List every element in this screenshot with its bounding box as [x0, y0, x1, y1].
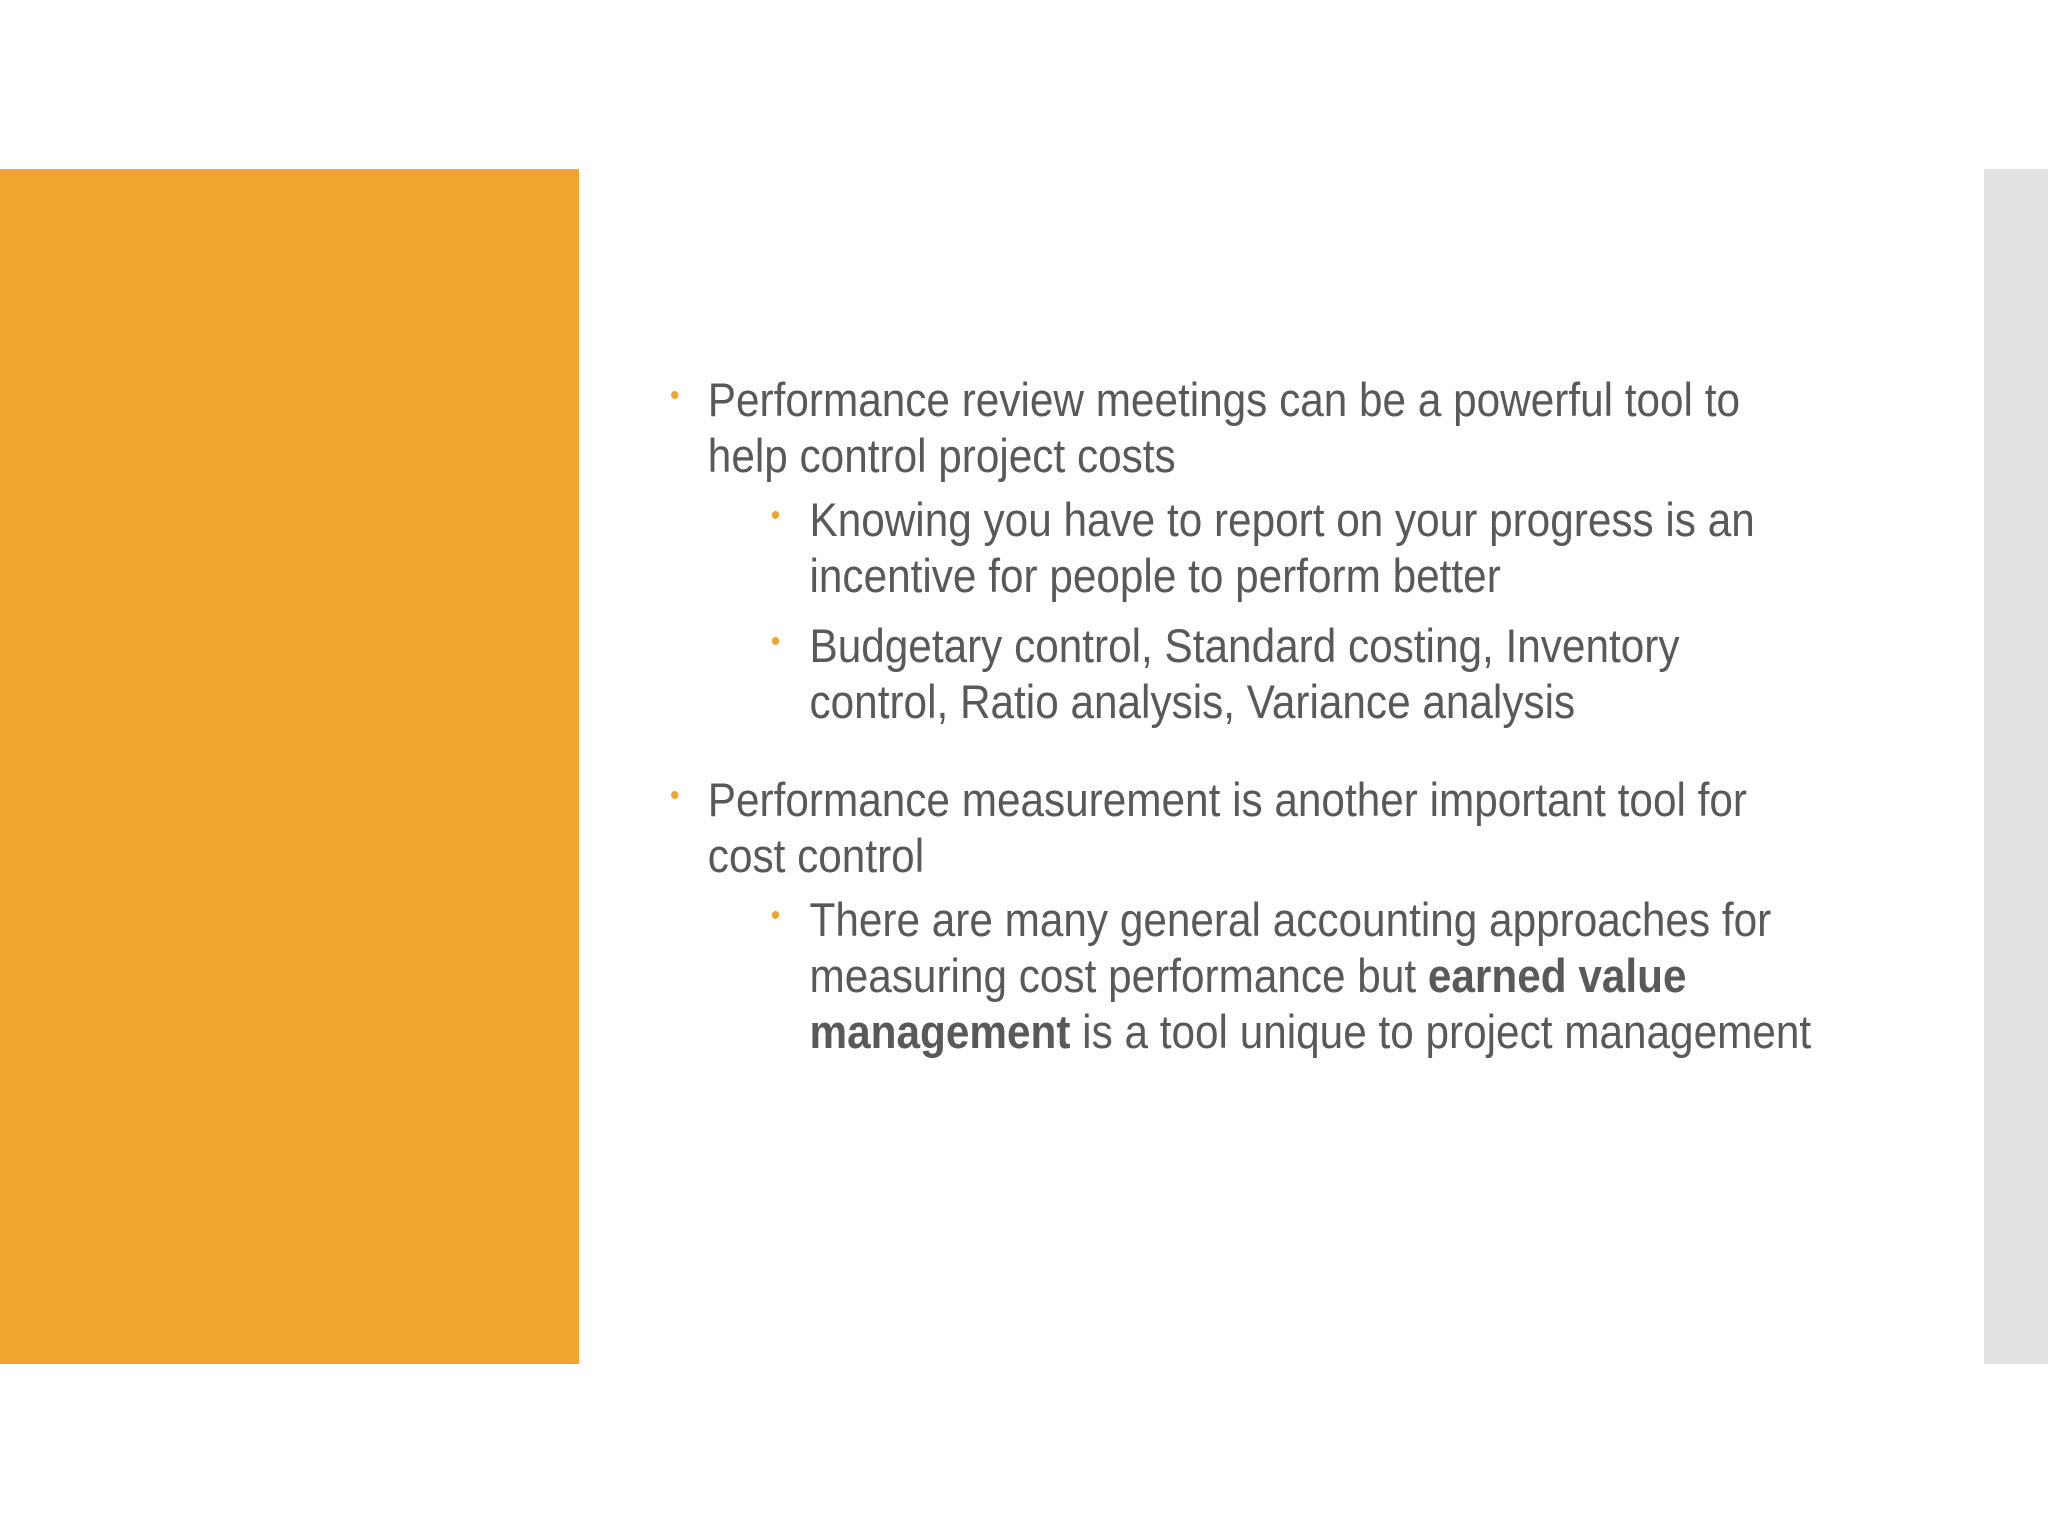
bullet-dot-icon: •: [770, 625, 781, 658]
bullet-dot-icon: •: [770, 499, 781, 532]
bullet-text-bold: earned value management: [809, 949, 1687, 1058]
bullet-dot-icon: •: [670, 779, 680, 812]
bullet-text-after: is a tool unique to project management: [1070, 1005, 1812, 1058]
bullet-item-performance-measurement: [670, 772, 1824, 884]
bullet-dot-icon: •: [670, 379, 680, 412]
bullet-item-report-progress: [670, 492, 1827, 604]
bullet-text: Knowing you have to report on your progress is an incentive for people to perform better: [809, 493, 1755, 602]
bullet-text: Performance measurement is another important tool for cost control: [707, 773, 1747, 882]
bullet-text: Performance review meetings can be a powerful tool to help control project costs: [707, 373, 1740, 482]
bullet-item-control-methods: [670, 618, 1827, 730]
bullet-list: [670, 372, 1970, 1060]
bullet-text-before: There are many general accounting approaches for measuring cost performance but: [809, 893, 1772, 1002]
bullet-item-earned-value: [670, 892, 1827, 1060]
bullet-dot-icon: •: [770, 899, 781, 932]
bullet-text: Budgetary control, Standard costing, Inventory control, Ratio analysis, Variance analysis: [809, 619, 1680, 728]
orange-accent-panel: [0, 169, 579, 1364]
bullet-item-review-meetings: [670, 372, 1824, 484]
gray-side-strip: [1984, 169, 2048, 1364]
